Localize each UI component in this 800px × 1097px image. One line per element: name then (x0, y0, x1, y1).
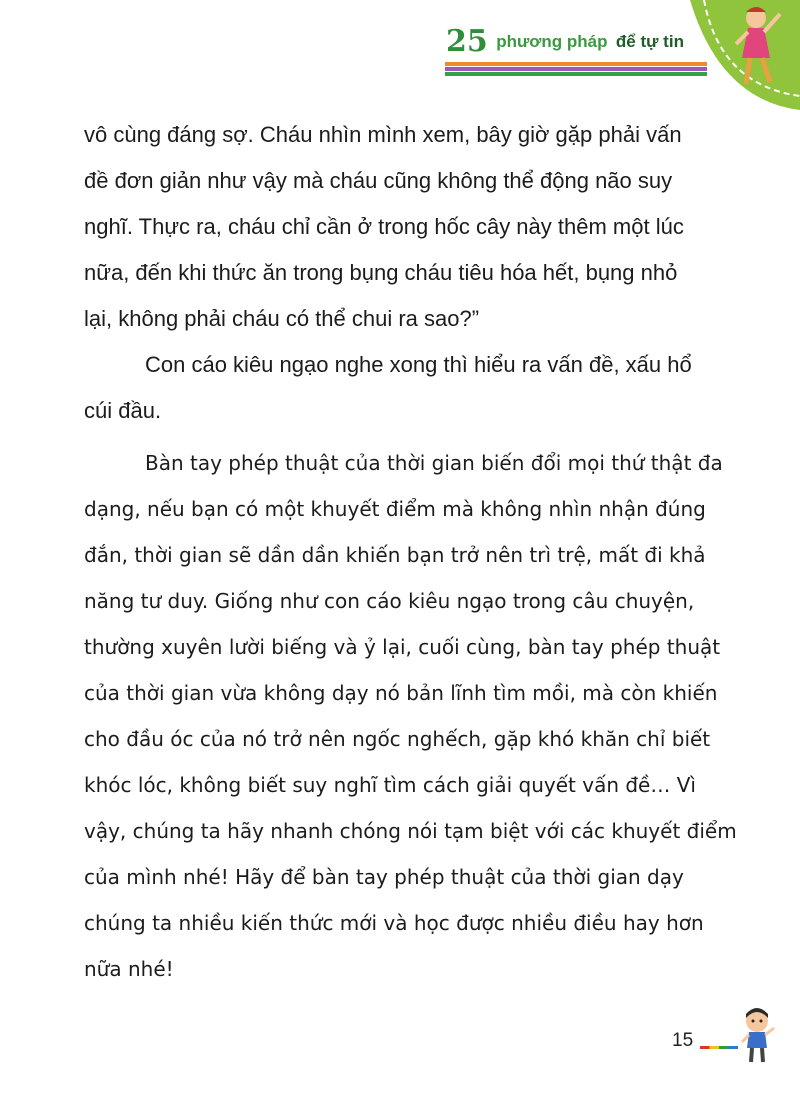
text-line: nữa nhé! (84, 957, 174, 981)
text-line: cúi đầu. (84, 398, 162, 423)
text-line: của thời gian vừa không dạy nó bản lĩnh tìm mồi, mà còn khiến (84, 681, 718, 705)
paragraph-3 (84, 440, 737, 992)
page-number: 15 (672, 1030, 694, 1051)
title-part-2: để tự tin (615, 31, 684, 51)
text-line: vậy, chúng ta hãy nhanh chóng nói tạm biệt với các khuyết điểm (84, 819, 737, 843)
title-part-1: phương pháp (496, 31, 608, 51)
paragraph-2 (84, 342, 710, 434)
text-line: đề đơn giản như vậy mà cháu cũng không thể động não suy (84, 168, 673, 193)
page-header (0, 0, 800, 110)
child-illustration-icon (736, 1008, 778, 1064)
text-line: chúng ta nhiều kiến thức mới và học được nhiều điều hay hơn (84, 911, 704, 935)
text-line: năng tư duy. Giống như con cáo kiêu ngạo trong câu chuyện, (84, 589, 695, 613)
text-line: vô cùng đáng sợ. Cháu nhìn mình xem, bây giờ gặp phải vấn (84, 122, 682, 147)
text-line: Bàn tay phép thuật của thời gian biến đổi mọi thứ thật đa (145, 451, 723, 475)
text-line: lại, không phải cháu có thể chui ra sao?” (84, 306, 480, 331)
corner-decoration-icon (690, 0, 800, 110)
footer-color-bar (700, 1046, 738, 1049)
title-number: 25 (446, 24, 488, 59)
text-line: nữa, đến khi thức ăn trong bụng cháu tiêu hóa hết, bụng nhỏ (84, 260, 678, 285)
text-line: của mình nhé! Hãy để bàn tay phép thuật của thời gian dạy (84, 865, 684, 889)
paragraph-1 (84, 112, 710, 342)
text-line: Con cáo kiêu ngạo nghe xong thì hiểu ra vấn đề, xấu hổ (145, 352, 692, 377)
text-line: cho đầu óc của nó trở nên ngốc nghếch, gặp khó khăn chỉ biết (84, 727, 711, 751)
text-line: khóc lóc, không biết suy nghĩ tìm cách giải quyết vấn đề… Vì (84, 773, 696, 797)
header-stripes (445, 62, 707, 76)
book-title (446, 24, 684, 59)
text-line: nghĩ. Thực ra, cháu chỉ cần ở trong hốc cây này thêm một lúc (84, 214, 684, 239)
text-line: thường xuyên lười biếng và ỷ lại, cuối cùng, bàn tay phép thuật (84, 635, 721, 659)
text-line: dạng, nếu bạn có một khuyết điểm mà không nhìn nhận đúng (84, 497, 706, 521)
text-line: đắn, thời gian sẽ dần dần khiến bạn trở nên trì trệ, mất đi khả (84, 543, 706, 567)
